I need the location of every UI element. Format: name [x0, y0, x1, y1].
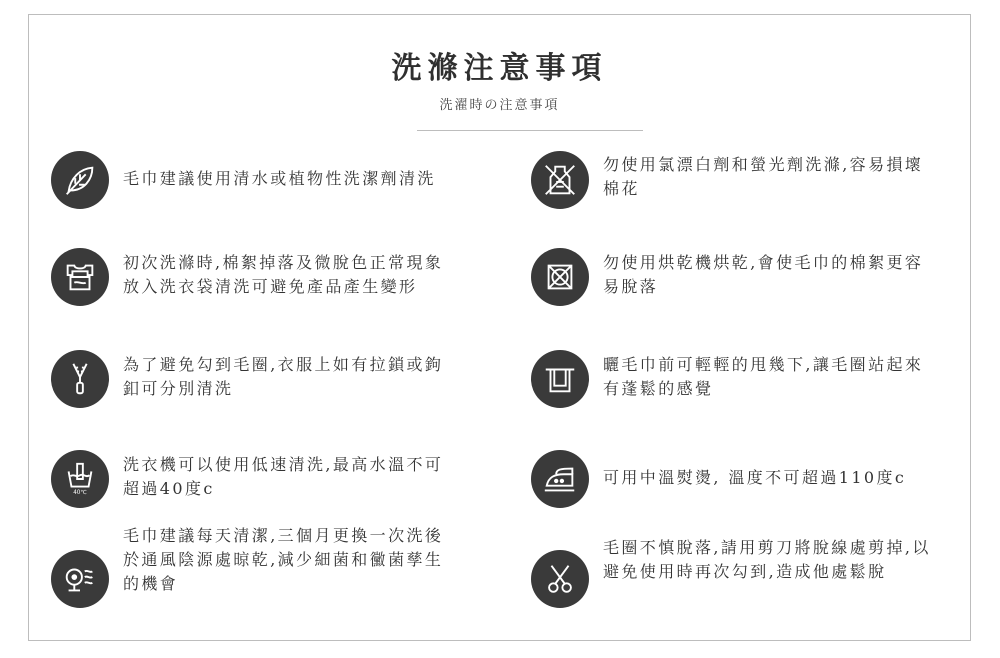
divider	[417, 130, 643, 131]
leaf-icon	[51, 151, 109, 209]
care-item-towel-hanging	[531, 350, 941, 408]
care-item-leaf	[51, 151, 461, 209]
care-item-wash-40c	[51, 450, 461, 508]
care-item-no-bleach	[531, 151, 941, 209]
care-item-text: 曬毛巾前可輕輕的甩幾下,讓毛圈站起來有蓬鬆的感覺	[603, 355, 924, 398]
content-frame	[28, 14, 971, 641]
care-item-no-tumble-dry	[531, 248, 941, 306]
fan-dry-icon	[51, 550, 109, 608]
iron-icon	[531, 450, 589, 508]
no-tumble-dry-icon	[531, 248, 589, 306]
page-subtitle: 洗濯時の注意事項	[439, 98, 560, 113]
scissors-icon	[531, 550, 589, 608]
zipper-icon	[51, 350, 109, 408]
care-item-text: 可用中溫熨燙, 溫度不可超過110度c	[603, 468, 907, 487]
care-item-text: 為了避免勾到毛圈,衣服上如有拉鎖或鉤釦可分別清洗	[123, 355, 444, 398]
care-item-text: 毛巾建議每天清潔,三個月更換一次洗後於通風陰源處晾乾,減少細菌和黴菌孳生的機會	[123, 526, 444, 593]
care-item-zipper	[51, 350, 461, 408]
care-item-text: 初次洗滌時,棉絮掉落及微脫色正常現象放入洗衣袋清洗可避免產品產生變形	[123, 253, 444, 296]
care-item-iron	[531, 450, 941, 508]
no-bleach-icon	[531, 151, 589, 209]
care-item-text: 勿使用氯漂白劑和螢光劑洗滌,容易損壞棉花	[603, 155, 924, 198]
laundry-bag-icon	[51, 248, 109, 306]
care-item-scissors	[531, 538, 941, 608]
care-item-fan-dry	[51, 526, 461, 608]
page-title: 洗滌注意事項	[391, 51, 608, 86]
care-item-text: 毛圈不慎脫落,請用剪刀將脫線處剪掉,以避免使用時再次勾到,造成他處鬆脫	[603, 538, 931, 581]
care-item-text: 毛巾建議使用清水或植物性洗潔劑清洗	[123, 169, 436, 188]
care-item-laundry-bag	[51, 248, 461, 306]
wash-temperature-label: 40℃	[73, 490, 87, 497]
care-item-text: 勿使用烘乾機烘乾,會使毛巾的棉絮更容易脫落	[603, 253, 924, 296]
care-item-text: 洗衣機可以使用低速清洗,最高水溫不可超過40度c	[123, 455, 444, 498]
towel-hanging-icon	[531, 350, 589, 408]
wash-40c-icon	[51, 450, 109, 508]
